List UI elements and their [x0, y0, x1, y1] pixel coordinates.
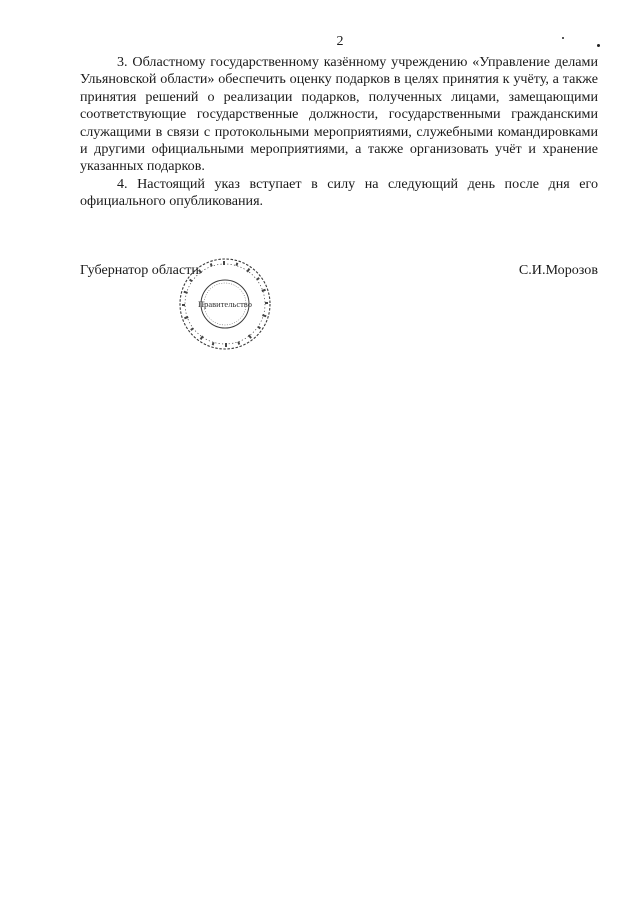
paragraph-3: 3. Областному государственному казённому учреждению «Управление делами Ульяновской области» обеспечить оценку подарков в целях принятия к учёту, а также принятия решений о реализации подарков, полученных лицами, замещающими соответствующие государственные должности, государственными гражданскими служащими в связи с протокольными мероприятиями, служебными командировками и другими официальными мероприятиями, а также организовать учёт и хранение указанных подарков. — [80, 54, 598, 175]
document-body — [80, 54, 598, 211]
signatory-name: С.И.Морозов — [518, 262, 598, 278]
paragraph-4: 4. Настоящий указ вступает в силу на следующий день после дня его официального опубликования. — [80, 175, 598, 210]
signatory-title: Губернатор области — [80, 262, 199, 278]
seal-icon — [176, 255, 274, 353]
official-seal-stamp — [176, 255, 274, 353]
scan-speck — [562, 37, 564, 39]
seal-center-text: Правительство — [197, 299, 253, 309]
page-number: 2 — [336, 34, 344, 49]
scan-speck — [597, 44, 600, 47]
signature-block — [80, 262, 598, 282]
